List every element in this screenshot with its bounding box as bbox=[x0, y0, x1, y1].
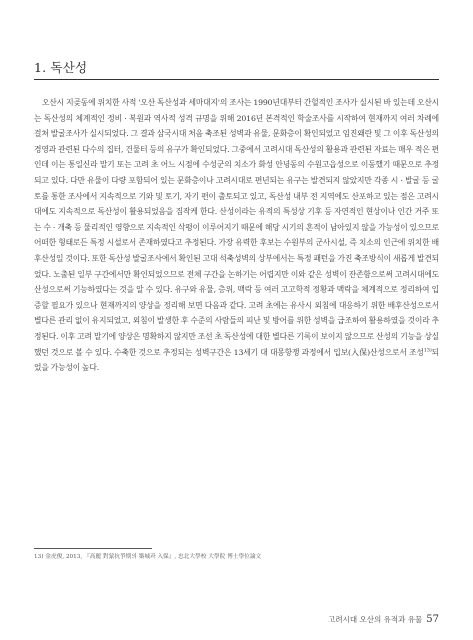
running-title: 고려시대 오산의 유적과 유물 bbox=[328, 615, 423, 624]
footnote-reference[interactable]: 13) bbox=[423, 346, 432, 353]
footnote: 13) 金虎俊, 2013, 『高麗 對蒙抗爭期의 築城과 入保』, 忠北大學校 大學院 博士學位論文 bbox=[34, 554, 262, 560]
body-text-main: 오산시 지곶동에 위치한 사적 '오산 독산성과 세마대지'의 조사는 1990년대부터 간헐적인 조사가 실시된 바 있는데 오산시는 독산성의 체계적인 정비 · 복원과 역사적 성격 규명을 위해 2016년 본격적인 학술조사를 시작하여 현재까지 여러 차례에 걸쳐 발굴조사가 실시되었다. 그 결과 삼국시대 처음 축조된 성벽과 유물, 문화층이 확인되었고 임진왜란 및 그 이후 독산성의 경영과 관련된 다수의 집터, 건물터 등의 유구가 확인되었다. 그중에서 고려시대 독산성의 활용과 관련된 자료는 매우 적은 편인데 이는 통일신라 말기 또는 고려 초 어느 시점에 수성군의 치소가 화성 안녕동의 수원고읍성으로 이동했기 때문으로 추정되고 있다. 다만 유물이 다량 포함되어 있는 문화층이나 고려시대로 편년되는 유구는 발견되지 않았지만 각종 시 · 발굴 등 굴토를 통한 조사에서 지속적으로 기와 및 토기, 자기 편이 출토되고 있고, 독산성 내부 전 지역에도 산포하고 있는 점은 고려시대에도 지속적으로 독산성이 활용되었음을 짐작케 한다. 산성이라는 유적의 특성상 기후 등 자연적인 현상이나 인간 거주 또는 수 · 개축 등 물리적인 영향으로 지속적인 삭평이 이루어지기 때문에 해당 시기의 흔적이 남아있지 않을 가능성이 있으므로 어떠한 형태로든 특정 시설로서 존재하였다고 추정된다. 가장 유력한 후보는 수원부의 군사시설, 즉 치소의 인근에 위치한 배후산성일 것이다. 또한 독산성 발굴조사에서 확인된 고대 석축성벽의 상부에서는 특정 패턴을 가진 축조방식이 새롭게 발견되었다. 노출된 일부 구간에서만 확인되었으므로 전체 구간을 논하기는 어렵지만 이와 같은 성벽이 잔존함으로써 고려시대에도 산성으로써 기능하였다는 것을 알 수 있다. 유구와 유물, 층위, 맥락 등 여러 고고학적 정황과 맥락을 체계적으로 정리하여 입증할 필요가 있으나 현재까지의 양상을 정리해 보면 다음과 같다. 고려 초에는 유사시 외침에 대응하기 위한 배후산성으로서 별다른 관리 없이 유지되었고, 외침이 발생한 후 수준의 사람들의 피난 및 방어를 위한 성벽을 급조하여 활용하였을 것이라 추정된다. 이후 고려 말기에 양상은 명확하지 않지만 조선 초 독산성에 대한 별다른 기록이 보이지 않으므로 산성의 기능을 상실했던 것으로 볼 수 있다. 수축한 것으로 추정되는 성벽구간은 13세기 대 대몽항쟁 과정에서 입보(入保)산성으로서 조성 bbox=[34, 98, 439, 357]
page-number: 57 bbox=[426, 614, 439, 625]
section-title: 1. 독산성 bbox=[34, 60, 88, 75]
body-paragraph bbox=[34, 95, 439, 376]
title-divider bbox=[34, 79, 439, 80]
footnote-divider bbox=[34, 548, 152, 549]
running-footer bbox=[328, 614, 439, 625]
body-text-end: 되었을 가능성이 높다. bbox=[34, 347, 439, 373]
